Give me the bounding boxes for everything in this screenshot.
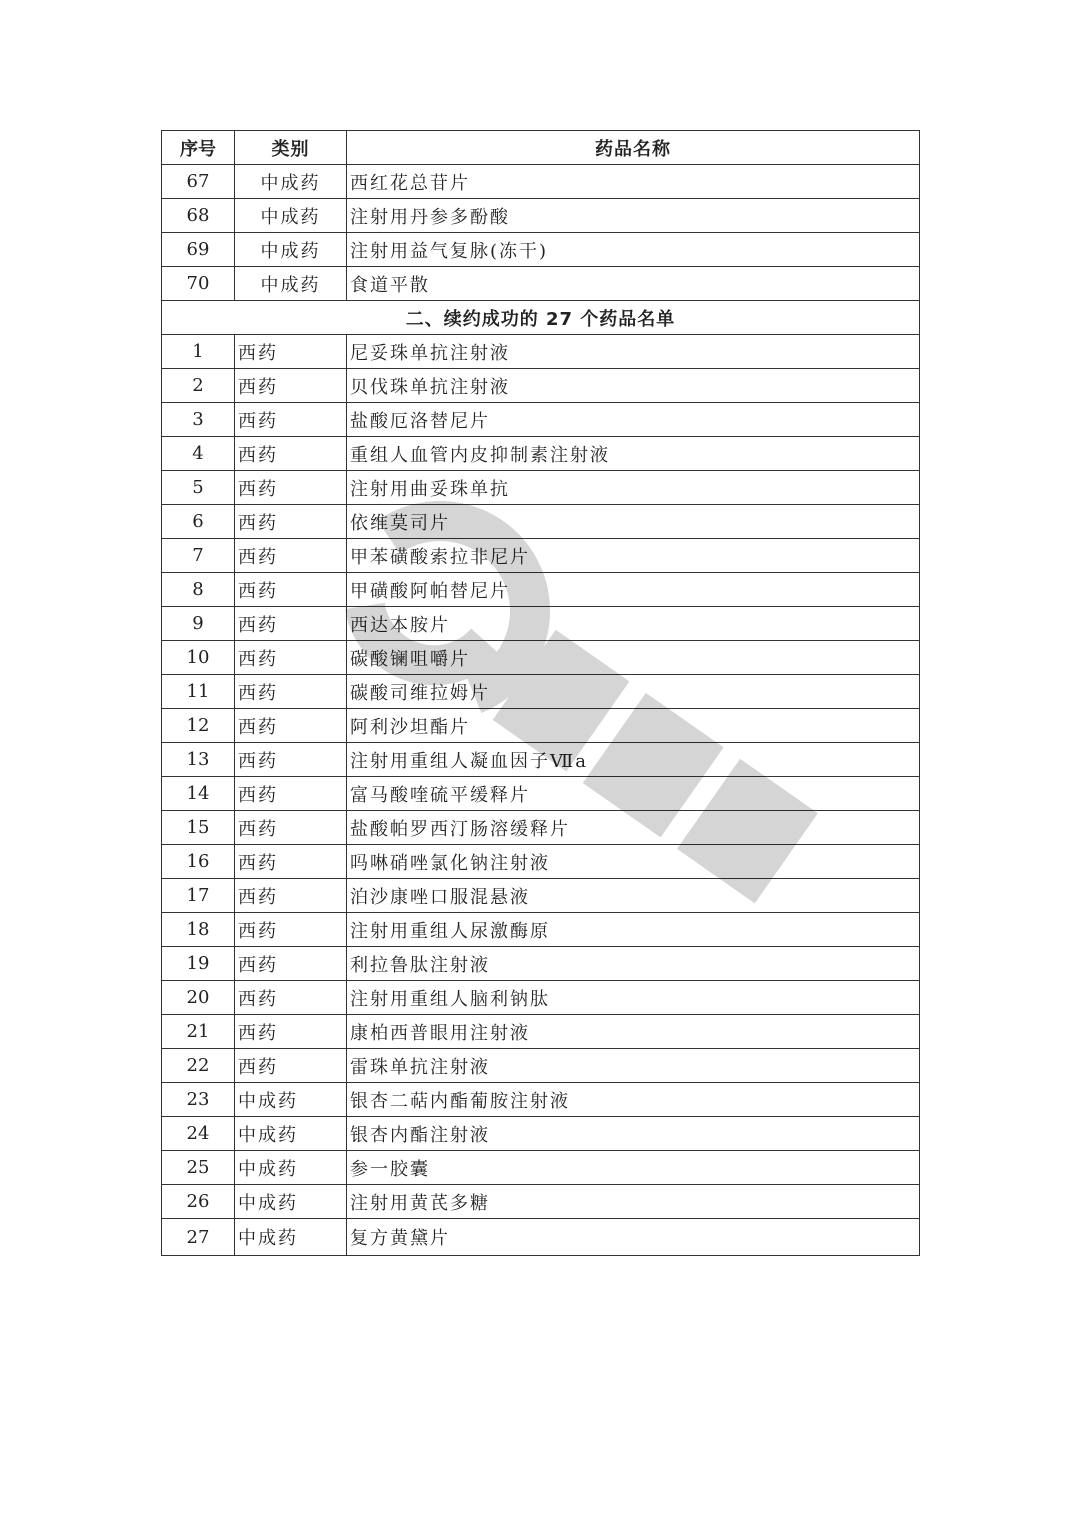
row-category-cell: 西药 (235, 1049, 347, 1083)
row-category-cell: 西药 (235, 981, 347, 1015)
row-drug-name-cell: 贝伐珠单抗注射液 (347, 369, 920, 403)
row-category-cell: 西药 (235, 539, 347, 573)
row-category-cell: 西药 (235, 403, 347, 437)
header-name: 药品名称 (347, 131, 920, 165)
table-row (162, 947, 920, 981)
table-row (162, 539, 920, 573)
row-number-cell: 25 (162, 1151, 235, 1185)
row-category-cell: 中成药 (235, 233, 347, 267)
row-drug-name-cell: 注射用益气复脉(冻干) (347, 233, 920, 267)
table-row (162, 879, 920, 913)
table-row (162, 1151, 920, 1185)
row-drug-name-cell: 碳酸司维拉姆片 (347, 675, 920, 709)
row-drug-name-cell: 甲磺酸阿帕替尼片 (347, 573, 920, 607)
row-number-cell: 24 (162, 1117, 235, 1151)
row-number-cell: 6 (162, 505, 235, 539)
row-number-cell: 67 (162, 165, 235, 199)
row-category-cell: 中成药 (235, 1083, 347, 1117)
row-drug-name-cell: 依维莫司片 (347, 505, 920, 539)
row-number-cell: 19 (162, 947, 235, 981)
row-number-cell: 17 (162, 879, 235, 913)
row-drug-name-cell: 注射用丹参多酚酸 (347, 199, 920, 233)
table-row (162, 743, 920, 777)
row-number-cell: 3 (162, 403, 235, 437)
row-category-cell: 西药 (235, 641, 347, 675)
row-number-cell: 9 (162, 607, 235, 641)
row-number-cell: 15 (162, 811, 235, 845)
section-title-row (162, 301, 920, 335)
table-row (162, 811, 920, 845)
row-number-cell: 70 (162, 267, 235, 301)
row-number-cell: 21 (162, 1015, 235, 1049)
row-drug-name-cell: 注射用重组人凝血因子Ⅶa (347, 743, 920, 777)
row-category-cell: 中成药 (235, 1219, 347, 1256)
row-category-cell: 西药 (235, 437, 347, 471)
row-drug-name-cell: 西达本胺片 (347, 607, 920, 641)
row-category-cell: 西药 (235, 845, 347, 879)
table-header-row (162, 131, 920, 165)
row-drug-name-cell: 食道平散 (347, 267, 920, 301)
row-number-cell: 8 (162, 573, 235, 607)
row-number-cell: 68 (162, 199, 235, 233)
row-drug-name-cell: 富马酸喹硫平缓释片 (347, 777, 920, 811)
row-number-cell: 11 (162, 675, 235, 709)
row-number-cell: 18 (162, 913, 235, 947)
part2-rows (162, 335, 920, 1256)
row-number-cell: 23 (162, 1083, 235, 1117)
row-drug-name-cell: 注射用黄芪多糖 (347, 1185, 920, 1219)
row-category-cell: 中成药 (235, 165, 347, 199)
row-drug-name-cell: 参一胶囊 (347, 1151, 920, 1185)
row-category-cell: 西药 (235, 1015, 347, 1049)
row-category-cell: 西药 (235, 675, 347, 709)
table-row (162, 1015, 920, 1049)
row-category-cell: 西药 (235, 777, 347, 811)
row-number-cell: 13 (162, 743, 235, 777)
row-drug-name-cell: 注射用曲妥珠单抗 (347, 471, 920, 505)
row-number-cell: 22 (162, 1049, 235, 1083)
section-title: 二、续约成功的 27 个药品名单 (162, 301, 920, 335)
row-drug-name-cell: 泊沙康唑口服混悬液 (347, 879, 920, 913)
row-category-cell: 中成药 (235, 267, 347, 301)
row-category-cell: 中成药 (235, 1151, 347, 1185)
table-row (162, 1049, 920, 1083)
table-row (162, 981, 920, 1015)
table-row (162, 777, 920, 811)
row-number-cell: 5 (162, 471, 235, 505)
row-number-cell: 12 (162, 709, 235, 743)
table-row (162, 845, 920, 879)
row-category-cell: 西药 (235, 811, 347, 845)
row-number-cell: 69 (162, 233, 235, 267)
row-number-cell: 1 (162, 335, 235, 369)
table-row (162, 1117, 920, 1151)
row-drug-name-cell: 复方黄黛片 (347, 1219, 920, 1256)
table-row (162, 233, 920, 267)
header-num: 序号 (162, 131, 235, 165)
row-drug-name-cell: 重组人血管内皮抑制素注射液 (347, 437, 920, 471)
table-row (162, 913, 920, 947)
row-drug-name-cell: 碳酸镧咀嚼片 (347, 641, 920, 675)
table-row (162, 471, 920, 505)
drug-list-table (161, 130, 920, 1256)
part1-rows (162, 165, 920, 301)
row-category-cell: 西药 (235, 913, 347, 947)
row-number-cell: 16 (162, 845, 235, 879)
table-row (162, 573, 920, 607)
row-category-cell: 西药 (235, 369, 347, 403)
row-drug-name-cell: 阿利沙坦酯片 (347, 709, 920, 743)
row-category-cell: 西药 (235, 947, 347, 981)
row-drug-name-cell: 康柏西普眼用注射液 (347, 1015, 920, 1049)
table-row (162, 267, 920, 301)
row-category-cell: 西药 (235, 471, 347, 505)
row-category-cell: 西药 (235, 607, 347, 641)
row-number-cell: 26 (162, 1185, 235, 1219)
row-number-cell: 10 (162, 641, 235, 675)
row-drug-name-cell: 盐酸帕罗西汀肠溶缓释片 (347, 811, 920, 845)
table-row (162, 437, 920, 471)
row-drug-name-cell: 吗啉硝唑氯化钠注射液 (347, 845, 920, 879)
row-drug-name-cell: 甲苯磺酸索拉非尼片 (347, 539, 920, 573)
row-category-cell: 西药 (235, 879, 347, 913)
row-drug-name-cell: 盐酸厄洛替尼片 (347, 403, 920, 437)
row-number-cell: 14 (162, 777, 235, 811)
table-row (162, 403, 920, 437)
row-drug-name-cell: 西红花总苷片 (347, 165, 920, 199)
table-row (162, 1185, 920, 1219)
row-drug-name-cell: 注射用重组人脑利钠肽 (347, 981, 920, 1015)
table-row (162, 641, 920, 675)
table-row (162, 505, 920, 539)
table-row (162, 675, 920, 709)
row-drug-name-cell: 银杏内酯注射液 (347, 1117, 920, 1151)
table-row (162, 1083, 920, 1117)
row-drug-name-cell: 银杏二萜内酯葡胺注射液 (347, 1083, 920, 1117)
table-row (162, 709, 920, 743)
row-category-cell: 中成药 (235, 199, 347, 233)
table-row (162, 165, 920, 199)
table-row (162, 607, 920, 641)
row-drug-name-cell: 雷珠单抗注射液 (347, 1049, 920, 1083)
table-row (162, 1219, 920, 1256)
row-category-cell: 西药 (235, 573, 347, 607)
row-drug-name-cell: 尼妥珠单抗注射液 (347, 335, 920, 369)
table-row (162, 199, 920, 233)
row-drug-name-cell: 注射用重组人尿激酶原 (347, 913, 920, 947)
row-number-cell: 7 (162, 539, 235, 573)
table-row (162, 369, 920, 403)
row-number-cell: 20 (162, 981, 235, 1015)
row-category-cell: 中成药 (235, 1117, 347, 1151)
header-category: 类别 (235, 131, 347, 165)
row-drug-name-cell: 利拉鲁肽注射液 (347, 947, 920, 981)
row-category-cell: 中成药 (235, 1185, 347, 1219)
row-category-cell: 西药 (235, 335, 347, 369)
row-category-cell: 西药 (235, 505, 347, 539)
row-number-cell: 2 (162, 369, 235, 403)
table-row (162, 335, 920, 369)
row-category-cell: 西药 (235, 743, 347, 777)
row-category-cell: 西药 (235, 709, 347, 743)
section-divider (162, 301, 920, 335)
row-number-cell: 27 (162, 1219, 235, 1256)
row-number-cell: 4 (162, 437, 235, 471)
